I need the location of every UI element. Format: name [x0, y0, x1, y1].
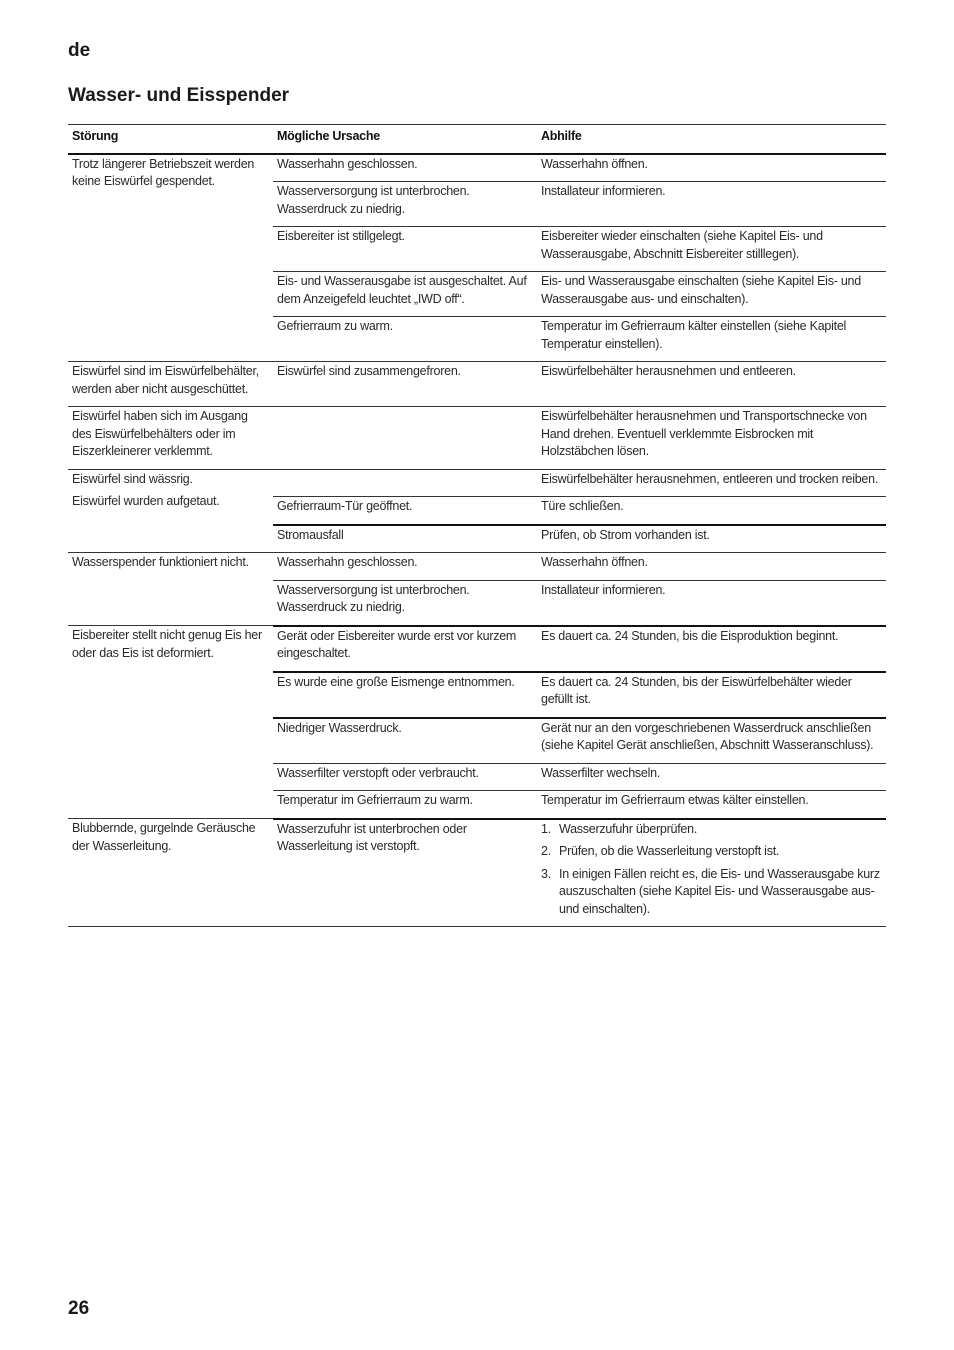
remedy-cell: Eiswürfelbehälter herausnehmen und Transportschnecke von Hand drehen. Eventuell verklemmte Eisbrocken mit Holzstäbchen lösen.	[537, 407, 886, 470]
remedy-cell: Es dauert ca. 24 Stunden, bis der Eiswürfelbehälter wieder gefüllt ist.	[537, 672, 886, 718]
table-row	[68, 469, 886, 497]
remedy-cell: Prüfen, ob Strom vorhanden ist.	[537, 525, 886, 553]
cause-cell: Gefrierraum-Tür geöffnet.	[273, 497, 537, 525]
column-header-stoerung: Störung	[68, 125, 273, 154]
remedy-cell: Eis- und Wasserausgabe einschalten (siehe Kapitel Eis- und Wasserausgabe aus- und einschalten).	[537, 272, 886, 317]
remedy-cell: Es dauert ca. 24 Stunden, bis die Eisproduktion beginnt.	[537, 626, 886, 672]
list-item	[541, 866, 882, 919]
troubleshooting-table	[68, 124, 886, 927]
cause-cell: Wasserzufuhr ist unterbrochen oder Wasserleitung ist verstopft.	[273, 819, 537, 927]
table-header-row	[68, 125, 886, 154]
table-row	[68, 626, 886, 672]
remedy-cell: Wasserhahn öffnen.	[537, 154, 886, 182]
remedy-cell: Eiswürfelbehälter herausnehmen, entleeren und trocken reiben.	[537, 469, 886, 497]
cause-cell: Wasserhahn geschlossen.	[273, 154, 537, 182]
page-number: 26	[68, 1298, 90, 1319]
cause-cell: Wasserfilter verstopft oder verbraucht.	[273, 763, 537, 791]
remedy-cell: Eisbereiter wieder einschalten (siehe Kapitel Eis- und Wasserausgabe, Abschnitt Eisbereiter stilllegen).	[537, 227, 886, 272]
step-text: In einigen Fällen reicht es, die Eis- und Wasserausgabe kurz auszuschalten (siehe Kapitel Eis- und Wasserausgabe aus- und einschalten).	[559, 866, 880, 916]
cause-cell: Gerät oder Eisbereiter wurde erst vor kurzem eingeschaltet.	[273, 626, 537, 672]
list-item	[541, 821, 882, 839]
cause-cell: Temperatur im Gefrierraum zu warm.	[273, 791, 537, 819]
remedy-cell	[537, 819, 886, 927]
cause-cell: Eis- und Wasserausgabe ist ausgeschaltet. Auf dem Anzeigefeld leuchtet „IWD off“.	[273, 272, 537, 317]
remedy-cell: Gerät nur an den vorgeschriebenen Wasserdruck anschließen (siehe Kapitel Gerät anschließen, Abschnitt Wasseranschluss).	[537, 718, 886, 764]
remedy-cell: Eiswürfelbehälter herausnehmen und entleeren.	[537, 362, 886, 407]
cause-cell: Es wurde eine große Eismenge entnommen.	[273, 672, 537, 718]
cause-cell	[273, 469, 537, 497]
symptom-cell: Wasserspender funktioniert nicht.	[68, 553, 273, 626]
column-header-abhilfe: Abhilfe	[537, 125, 886, 154]
table-row	[68, 553, 886, 581]
cause-cell: Wasserversorgung ist unterbrochen. Wasserdruck zu niedrig.	[273, 580, 537, 626]
symptom-cell: Eiswürfel haben sich im Ausgang des Eiswürfelbehälters oder im Eiszerkleinerer verklemmt.	[68, 407, 273, 470]
symptom-cell	[68, 469, 273, 553]
symptom-text-secondary: Eiswürfel wurden aufgetaut.	[72, 494, 220, 508]
remedy-cell: Installateur informieren.	[537, 580, 886, 626]
step-number: 3.	[541, 866, 551, 881]
remedy-cell: Türe schließen.	[537, 497, 886, 525]
symptom-text: Eiswürfel sind wässrig.	[72, 471, 193, 486]
remedy-cell: Wasserhahn öffnen.	[537, 553, 886, 581]
cause-cell: Niedriger Wasserdruck.	[273, 718, 537, 764]
cause-cell: Eisbereiter ist stillgelegt.	[273, 227, 537, 272]
table-row	[68, 362, 886, 407]
step-text: Prüfen, ob die Wasserleitung verstopft ist.	[559, 844, 780, 858]
remedy-steps-list	[541, 821, 882, 919]
symptom-cell: Eisbereiter stellt nicht genug Eis her oder das Eis ist deformiert.	[68, 626, 273, 819]
symptom-cell: Trotz längerer Betriebszeit werden keine Eiswürfel gespendet.	[68, 154, 273, 362]
remedy-cell: Temperatur im Gefrierraum etwas kälter einstellen.	[537, 791, 886, 819]
cause-cell: Eiswürfel sind zusammengefroren.	[273, 362, 537, 407]
cause-cell: Wasserhahn geschlossen.	[273, 553, 537, 581]
table-row	[68, 407, 886, 470]
remedy-cell: Temperatur im Gefrierraum kälter einstellen (siehe Kapitel Temperatur einstellen).	[537, 317, 886, 362]
step-number: 2.	[541, 844, 551, 858]
language-code: de	[68, 40, 91, 61]
cause-cell	[273, 407, 537, 470]
cause-cell: Wasserversorgung ist unterbrochen. Wasserdruck zu niedrig.	[273, 182, 537, 227]
column-header-ursache: Mögliche Ursache	[273, 125, 537, 154]
step-text: Wasserzufuhr überprüfen.	[559, 821, 698, 836]
table-row	[68, 154, 886, 182]
symptom-cell: Blubbernde, gurgelnde Geräusche der Wasserleitung.	[68, 819, 273, 927]
remedy-cell: Wasserfilter wechseln.	[537, 763, 886, 791]
cause-cell: Gefrierraum zu warm.	[273, 317, 537, 362]
cause-cell: Stromausfall	[273, 525, 537, 553]
remedy-cell: Installateur informieren.	[537, 182, 886, 227]
table-row	[68, 819, 886, 927]
list-item	[541, 843, 882, 861]
symptom-cell: Eiswürfel sind im Eiswürfelbehälter, werden aber nicht ausgeschüttet.	[68, 362, 273, 407]
section-title: Wasser- und Eisspender	[68, 85, 290, 106]
step-number: 1.	[541, 821, 551, 836]
